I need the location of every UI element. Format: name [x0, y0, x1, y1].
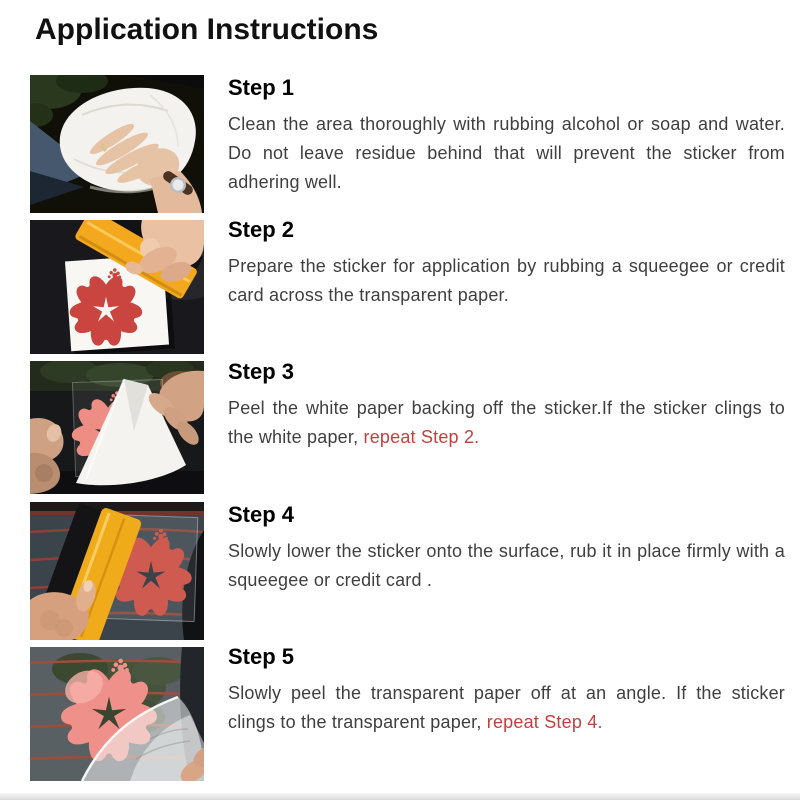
step4-section: [228, 503, 785, 595]
page-title: Application Instructions: [35, 13, 379, 46]
step3-text: Peel the white paper backing off the sticker.If the sticker clings to the white paper,: [228, 398, 785, 447]
step5-photo: [30, 647, 204, 781]
step1-text: Clean the area thoroughly with rubbing alcohol or soap and water. Do not leave residue behind that will prevent the sticker from adhering well.: [228, 114, 785, 192]
step5-section: [228, 645, 785, 737]
step3-highlight: repeat Step 2.: [363, 427, 480, 447]
step3-section: [228, 360, 785, 452]
step4-text: Slowly lower the sticker onto the surface, rub it in place firmly with a squeegee or credit card .: [228, 541, 785, 590]
step3-heading: Step 3: [228, 359, 295, 384]
step1-photo: [30, 75, 204, 213]
step2-heading: Step 2: [228, 217, 295, 242]
step3-photo: [30, 361, 204, 494]
step4-description: [228, 537, 785, 595]
step1-photo-illustration: [30, 75, 204, 213]
step2-photo: [30, 220, 204, 354]
step5-text: Slowly peel the transparent paper off at an angle. If the sticker clings to the transparent paper,: [228, 683, 785, 732]
step3-photo-illustration: [30, 361, 204, 494]
step2-section: [228, 218, 785, 310]
step5-heading: Step 5: [228, 644, 295, 669]
step5-highlight: repeat Step 4.: [486, 712, 603, 732]
step1-section: [228, 76, 785, 197]
step1-description: [228, 110, 785, 197]
step1-heading: Step 1: [228, 75, 295, 100]
step4-photo: [30, 502, 204, 640]
bottom-edge-strip: [0, 793, 800, 800]
step3-description: [228, 394, 785, 452]
step5-photo-illustration: [30, 647, 204, 781]
step2-photo-illustration: [30, 220, 204, 354]
step4-photo-illustration: [30, 502, 204, 640]
step5-description: [228, 679, 785, 737]
step2-text: Prepare the sticker for application by rubbing a squeegee or credit card across the transparent paper.: [228, 256, 785, 305]
step2-description: [228, 252, 785, 310]
step4-heading: Step 4: [228, 502, 295, 527]
